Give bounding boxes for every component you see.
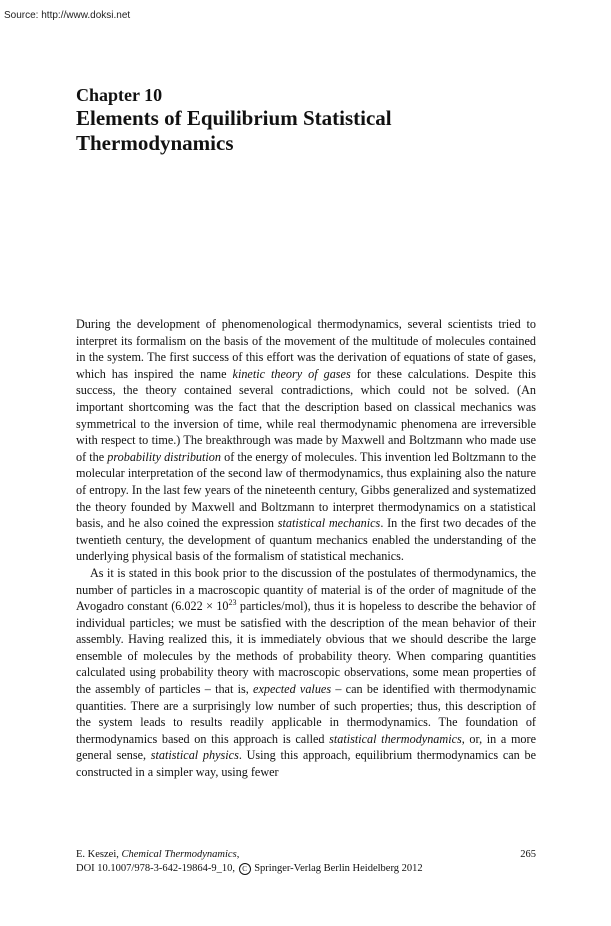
text-run: of the energy of molecules. This invention led Boltzmann to the molecular interpretation of the second law of thermodynamics, thus explaining also the nature of entropy. In the last few years of the nineteenth century, Gibbs generalized and systematized the theory founded by Maxwell and Boltzmann to interpret thermodynamics on a statistical basis, and he also coined the expression: [76, 449, 536, 531]
emphasis-text: statistical mechanics: [277, 516, 381, 531]
publisher: Springer-Verlag Berlin Heidelberg 2012: [251, 863, 423, 874]
body-text: [76, 316, 536, 781]
superscript: 23: [228, 598, 237, 608]
copyright-icon: C: [239, 863, 251, 875]
text-run: particles/mol), thus it is hopeless to describe the behavior of individual particles; we must be satisfied with the description of the mean behavior of their assembly. Having realized this, it is immediately obvious that we should describe the large ensemble of molecules by the methods of probability theory. When comparing quantities calculated using probability theory with macroscopic observations, some mean properties of the assembly of particles – that is,: [76, 599, 536, 697]
emphasis-text: statistical thermodynamics: [329, 731, 462, 746]
source-url: Source: http://www.doksi.net: [4, 10, 131, 21]
paragraph-2: [76, 565, 536, 781]
chapter-title-line-1: Elements of Equilibrium Statistical: [76, 106, 392, 130]
text-run: . Using this approach, equilibrium thermodynamics can be constructed in a simpler way, using fewer: [76, 748, 537, 780]
emphasis-text: probability distribution: [107, 449, 221, 464]
book-title: Chemical Thermodynamics: [121, 849, 237, 860]
text-run: As it is stated in this book prior to the discussion of the postulates of thermodynamics, the number of particles in a macroscopic quantity of material is of the order of magnitude of the Avogadro constant (6.022 × 10: [76, 565, 536, 614]
chapter-heading: [76, 85, 546, 156]
text-run: During the development of phenomenological thermodynamics, several scientists tried to interpret its formalism on the basis of the movement of the multitude of molecules contained in the system. The first success of this effort was the derivation of equations of state of gases, which has inspired the name: [76, 317, 536, 381]
footer-line-2: [76, 862, 536, 876]
paragraph-1: [76, 316, 536, 565]
emphasis-text: statistical physics: [150, 748, 239, 763]
page-number: 265: [520, 849, 536, 860]
page-footer: [76, 848, 536, 876]
text-run: ,: [236, 849, 240, 860]
text-run: , or, in a more general sense,: [76, 731, 536, 763]
footer-line-1: [76, 848, 536, 862]
text-run: for these calculations. Despite this success, the theory contained several contradictions, which could not be solved. (An important shortcoming was the fact that the description based on classical mechanics was symmetrical to the inversion of time, while real thermodynamic phenomena are irreversible with respect to time.) The breakthrough was made by Maxwell and Boltzmann who made use of the: [76, 366, 537, 464]
doi: DOI 10.1007/978-3-642-19864-9_10,: [76, 863, 238, 874]
emphasis-text: kinetic theory of gases: [232, 366, 351, 381]
emphasis-text: expected values: [253, 682, 332, 697]
text-run: – can be identified with thermodynamic quantities. There are a surprisingly low number of such properties; thus, this description of the system leads to results readily applicable in thermodynamics. The foundation of thermodynamics based on this approach is called: [76, 682, 536, 746]
citation: [76, 848, 239, 862]
chapter-label: Chapter 10: [76, 85, 163, 105]
chapter-title-line-2: Thermodynamics: [76, 131, 234, 155]
text-run: . In the first two decades of the twentieth century, the development of quantum mechanics enabled the understanding of the underlying physical basis of the formalism of statistical mechanics.: [76, 516, 536, 564]
author: E. Keszei,: [76, 849, 122, 860]
